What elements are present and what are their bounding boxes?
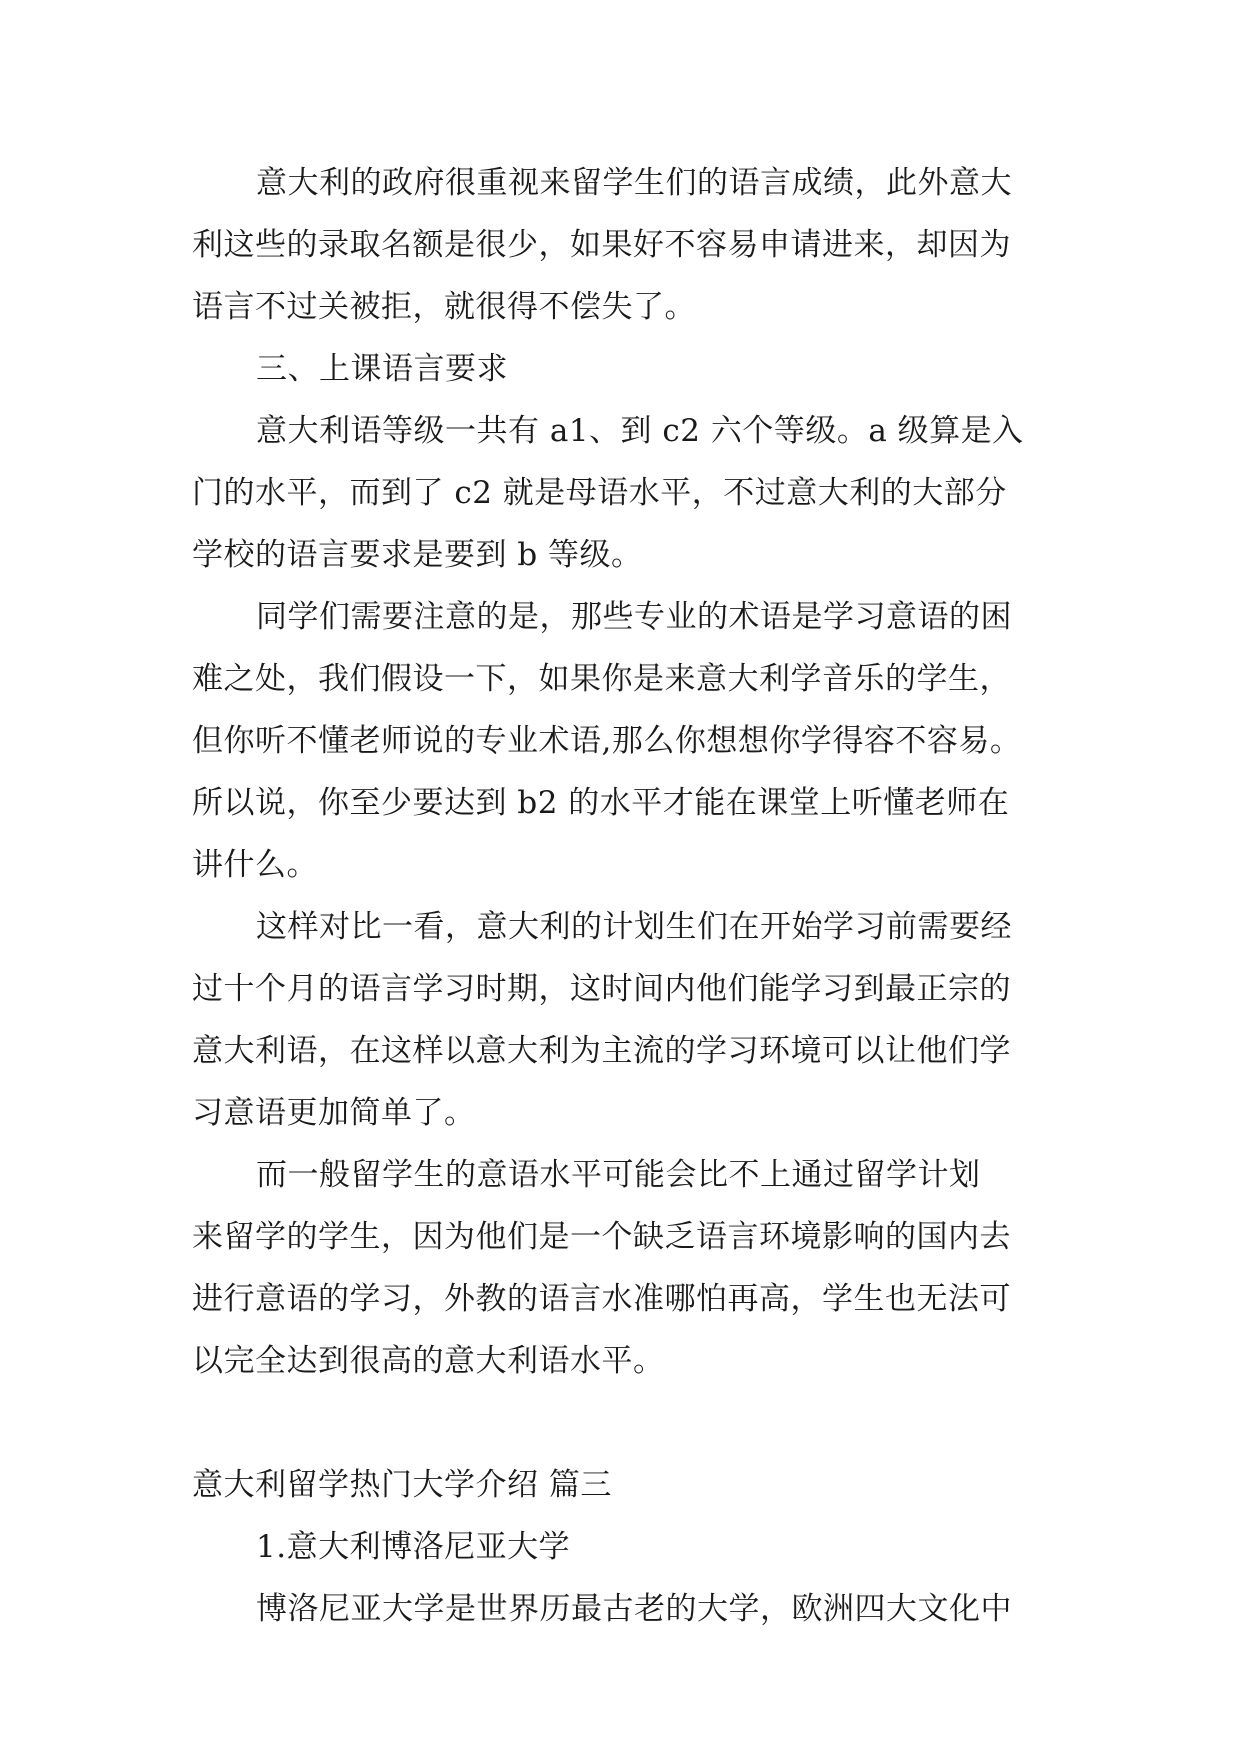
paragraph-line: 利这些的录取名额是很少，如果好不容易申请进来，却因为 xyxy=(192,227,1011,263)
paragraph-line: 但你听不懂老师说的专业术语,那么你想想你学得容不容易。 xyxy=(192,723,1022,759)
paragraph-line: 同学们需要注意的是，那些专业的术语是学习意语的困 xyxy=(256,599,1012,635)
paragraph-line: 来留学的学生，因为他们是一个缺乏语言环境影响的国内去 xyxy=(192,1219,1011,1255)
list-item-bologna xyxy=(192,1516,1064,1578)
paragraph-comparison xyxy=(192,896,1064,1144)
document-body xyxy=(192,152,1064,1640)
section-heading: 意大利留学热门大学介绍 篇三 xyxy=(192,1467,612,1503)
paragraph-line: 意大利的政府很重视来留学生们的语言成绩，此外意大 xyxy=(256,165,1012,201)
paragraph-line: 意大利语，在这样以意大利为主流的学习环境可以让他们学 xyxy=(192,1033,1011,1069)
paragraph-line: 博洛尼亚大学是世界历最古老的大学，欧洲四大文化中 xyxy=(256,1591,1012,1627)
paragraph-line: 过十个月的语言学习时期，这时间内他们能学习到最正宗的 xyxy=(192,971,1011,1007)
paragraph-language-levels xyxy=(192,400,1064,586)
list-item-title: 1.意大利博洛尼亚大学 xyxy=(256,1529,571,1565)
paragraph-line: 所以说，你至少要达到 b2 的水平才能在课堂上听懂老师在 xyxy=(192,785,1010,821)
paragraph-line: 进行意语的学习，外教的语言水准哪怕再高，学生也无法可 xyxy=(192,1281,1011,1317)
paragraph-line: 习意语更加简单了。 xyxy=(192,1095,476,1131)
subheading-line: 三、上课语言要求 xyxy=(256,351,508,387)
paragraph-line: 语言不过关被拒，就很得不偿失了。 xyxy=(192,289,696,325)
paragraph-line: 以完全达到很高的意大利语水平。 xyxy=(192,1343,665,1379)
paragraph-line: 意大利语等级一共有 a1、到 c2 六个等级。a 级算是入 xyxy=(256,413,1024,449)
subheading-class-language-requirements xyxy=(192,338,1064,400)
paragraph-line: 而一般留学生的意语水平可能会比不上通过留学计划 xyxy=(256,1157,981,1193)
paragraph-line: 这样对比一看，意大利的计划生们在开始学习前需要经 xyxy=(256,909,1012,945)
paragraph-language-importance xyxy=(192,152,1064,338)
paragraph-line: 门的水平，而到了 c2 就是母语水平，不过意大利的大部分 xyxy=(192,475,1007,511)
paragraph-line: 学校的语言要求是要到 b 等级。 xyxy=(192,537,643,573)
paragraph-bologna-intro xyxy=(192,1578,1064,1640)
section-spacer xyxy=(192,1392,1064,1454)
paragraph-terminology xyxy=(192,586,1064,896)
paragraph-line: 讲什么。 xyxy=(192,847,318,883)
paragraph-line: 难之处，我们假设一下，如果你是来意大利学音乐的学生， xyxy=(192,661,1011,697)
paragraph-general-students xyxy=(192,1144,1064,1392)
